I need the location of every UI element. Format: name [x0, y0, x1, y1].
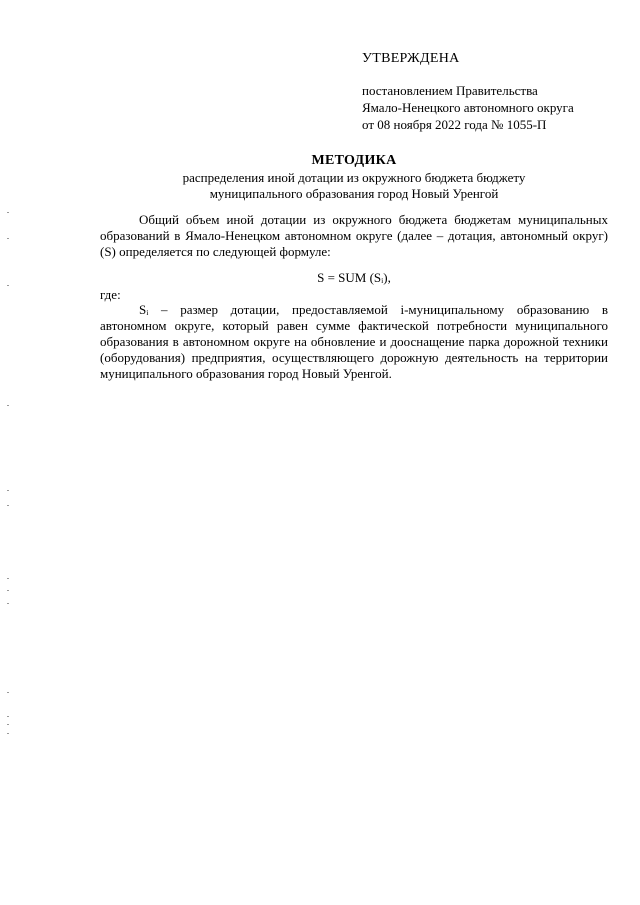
margin-scan-marks	[7, 0, 11, 905]
margin-mark	[7, 692, 9, 693]
document-title-block	[100, 153, 608, 202]
margin-mark	[7, 724, 9, 725]
margin-mark	[7, 212, 9, 213]
formula: S = SUM (Sᵢ),	[317, 270, 391, 285]
where-label: где:	[100, 287, 121, 302]
margin-mark	[7, 490, 9, 491]
approval-line: постановлением Правительства	[362, 83, 538, 98]
margin-mark	[7, 238, 9, 239]
margin-mark	[7, 716, 9, 717]
margin-mark	[7, 603, 9, 604]
margin-mark	[7, 733, 9, 734]
approval-stamp-block	[362, 50, 574, 133]
document-subtitle-line: муниципального образования город Новый Уренгой	[209, 186, 499, 201]
margin-mark	[7, 505, 9, 506]
margin-mark	[7, 578, 9, 579]
paragraph-intro: Общий объем иной дотации из окружного бюджета бюджетам муниципальных образований в Ямало-Ненецком автономном округе (далее – дотация, автономный округ) (S) определяется по следующей формуле:	[100, 212, 608, 259]
margin-mark	[7, 590, 9, 591]
margin-mark	[7, 405, 9, 406]
margin-mark	[7, 285, 9, 286]
approval-line: от 08 ноября 2022 года № 1055-П	[362, 117, 547, 132]
document-title: МЕТОДИКА	[311, 153, 397, 168]
paragraph-definition: Sᵢ – размер дотации, предоставляемой i-муниципальному образованию в автономном округе, который равен сумме фактической потребности муниципального образования в автономном округе на обновление и дооснащение парка дорожной техники (оборудования) предприятия, осуществляющего дорожную деятельность на территории муниципального образования город Новый Уренгой.	[100, 302, 608, 381]
approval-line: Ямало-Ненецкого автономного округа	[362, 100, 574, 115]
approval-heading: УТВЕРЖДЕНА	[362, 51, 460, 66]
document-subtitle-line: распределения иной дотации из окружного бюджета бюджету	[182, 170, 526, 185]
